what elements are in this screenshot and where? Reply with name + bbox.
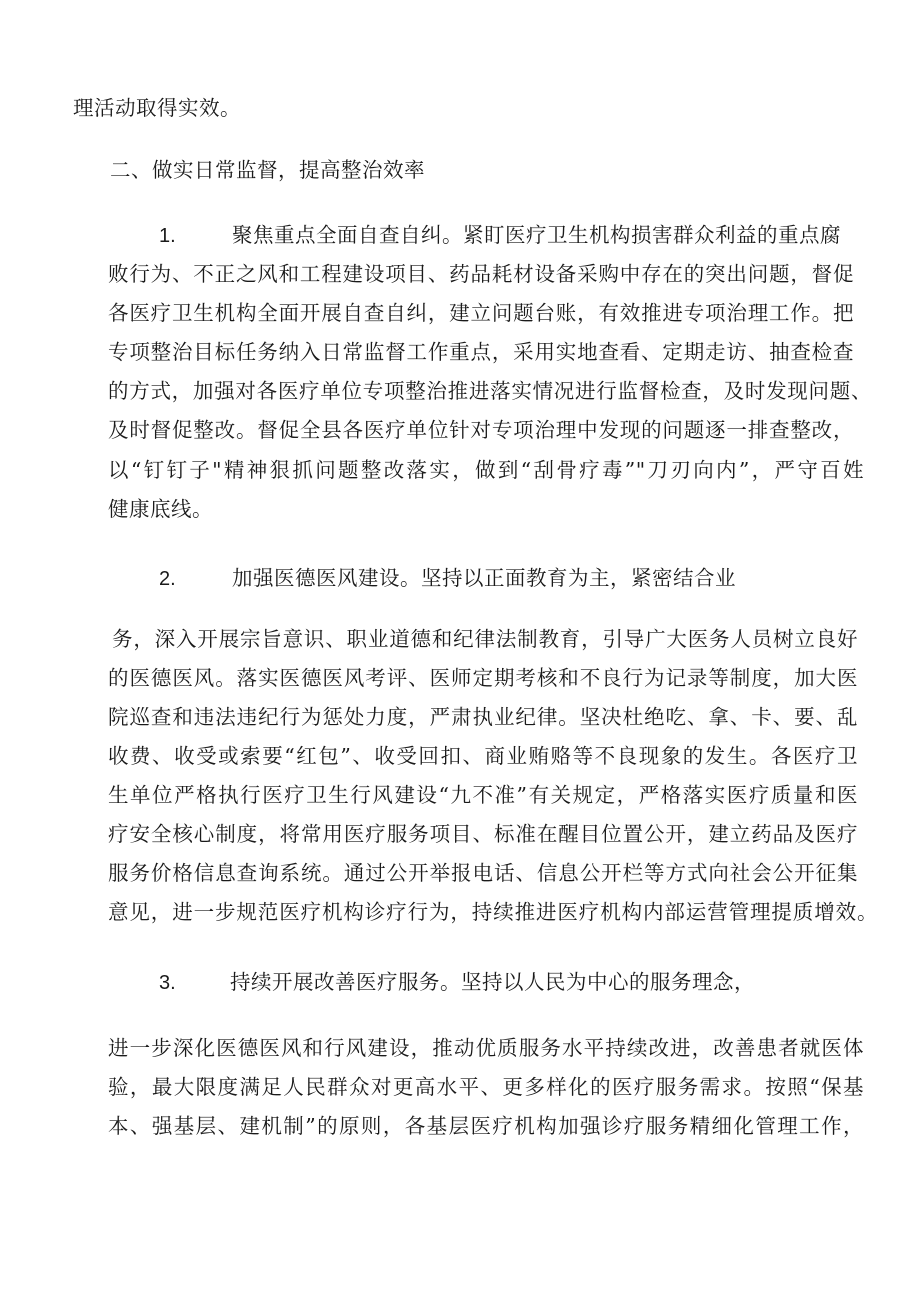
section-heading: 二、做实日常监督，提高整治效率 — [110, 158, 425, 182]
item-number: 2. — [159, 568, 176, 590]
paragraph-line: 验，最大限度满足人民群众对更高水平、更多样化的医疗服务需求。按照“保基 — [108, 1075, 864, 1099]
item-number: 1. — [159, 225, 176, 247]
paragraph-line: 本、强基层、建机制”的原则，各基层医疗机构加强诊疗服务精细化管理工作， — [108, 1114, 864, 1138]
paragraph-line: 务，深入开展宗旨意识、职业道德和纪律法制教育，引导广大医务人员树立良好 — [112, 627, 858, 651]
item-number: 3. — [159, 972, 176, 994]
paragraph-line: 以“钉钉子"精神狠抓问题整改落实，做到“刮骨疗毒”"刀刃向内”，严守百姓 — [108, 458, 864, 482]
paragraph-line: 及时督促整改。督促全县各医疗单位针对专项治理中发现的问题逐一排查整改， — [108, 418, 854, 442]
paragraph-line: 的方式，加强对各医疗单位专项整治推进落实情况进行监督检查，及时发现问题、 — [108, 379, 872, 403]
paragraph-line: 败行为、不正之风和工程建设项目、药品耗材设备采购中存在的突出问题，督促 — [108, 262, 854, 286]
paragraph-line: 进一步深化医德医风和行风建设，推动优质服务水平持续改进，改善患者就医体 — [108, 1036, 864, 1060]
paragraph-line: 持续开展改善医疗服务。坚持以人民为中心的服务理念， — [230, 970, 755, 994]
paragraph-line: 各医疗卫生机构全面开展自查自纠，建立问题台账，有效推进专项治理工作。把 — [108, 301, 854, 325]
paragraph-line: 院巡查和违法违纪行为惩处力度，严肃执业纪律。坚决杜绝吃、拿、卡、要、乱 — [108, 705, 858, 729]
paragraph-line: 聚焦重点全面自查自纠。紧盯医疗卫生机构损害群众利益的重点腐 — [232, 223, 841, 247]
paragraph-line: 生单位严格执行医疗卫生行风建设“九不准”有关规定，严格落实医疗质量和医 — [108, 783, 858, 807]
paragraph-line: 疗安全核心制度，将常用医疗服务项目、标准在醒目位置公开，建立药品及医疗 — [108, 822, 858, 846]
paragraph-line: 的医德医风。落实医德医风考评、医师定期考核和不良行为记录等制度，加大医 — [108, 666, 858, 690]
paragraph-line: 理活动取得实效。 — [73, 96, 241, 120]
paragraph-line: 收费、收受或索要“红包”、收受回扣、商业贿赂等不良现象的发生。各医疗卫 — [108, 744, 858, 768]
paragraph-line: 意见，进一步规范医疗机构诊疗行为，持续推进医疗机构内部运营管理提质增效。 — [108, 900, 878, 924]
paragraph-line: 加强医德医风建设。坚持以正面教育为主，紧密结合业 — [232, 566, 736, 590]
paragraph-line: 服务价格信息查询系统。通过公开举报电话、信息公开栏等方式向社会公开征集 — [108, 861, 858, 885]
paragraph-line: 专项整治目标任务纳入日常监督工作重点，采用实地查看、定期走访、抽查检查 — [108, 340, 854, 364]
paragraph-line: 健康底线。 — [108, 497, 213, 521]
